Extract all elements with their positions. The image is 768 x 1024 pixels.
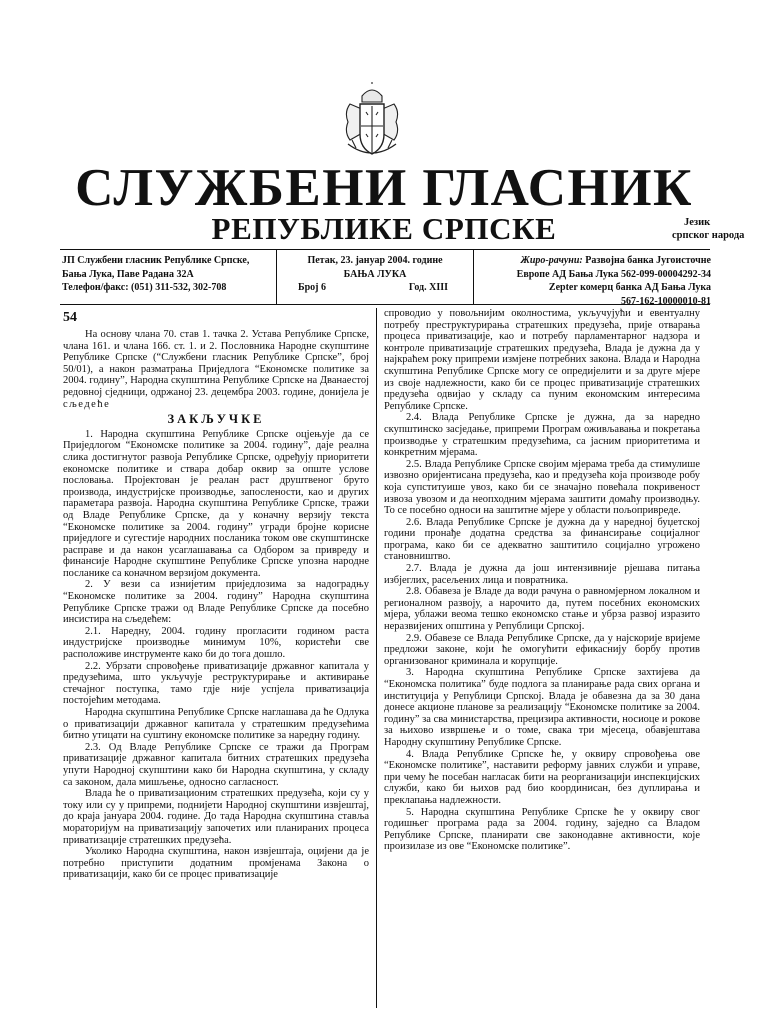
body-paragraph: 2. У вези са изнијетим приједлозима за надоградњу “Економске политике за 2004. годину” Народна скупштина Републике Српске тражи од Владе Републике Српске да посебно инсистира на сљедећем: <box>63 579 369 626</box>
language-note-line1: Језик <box>684 217 711 228</box>
publisher-line: Телефон/факс: (051) 311-532, 302-708 <box>62 282 227 293</box>
issue-block <box>280 254 470 295</box>
left-column <box>63 308 369 881</box>
accounts-label: Жиро-рачуни: <box>520 255 583 266</box>
accounts-line: Zepter комерц банка АД Бања Лука <box>548 282 711 293</box>
body-paragraph: 2.6. Влада Републике Српске је дужна да у наредној буџетској години пронађе додатна средства за финансирање социјалног програма, како би се адекватно заштитило социјално угрожено становништво. <box>384 516 700 563</box>
coat-of-arms-icon <box>340 82 404 164</box>
accounts-block <box>475 254 711 308</box>
body-paragraph: спроводио у повољнијим околностима, укључујући и евентуалну потребу преструктурирања стратешких предузећа, прије отварања процеса приватизације, као и потребу парламентарног надзора и контроле приватизације стратешких предузећа, Влада је дужна да у најкраћем року припреми измјене потребних закона. Влада и Народна скупштина Републике Српске могу се опредијелити и за друге мјере из своје надлежности, како би се процес приватизације стратешких предузећа одвијао у складу са пуним економским интересима Републике Српске. <box>384 308 700 412</box>
body-paragraph: 2.9. Обавезе се Влада Републике Српске, да у најскорије вријеме предложи законе, који ће омогућити ефикаснију борбу против организованог криминала и корупције. <box>384 632 700 667</box>
body-paragraph: 2.3. Од Владе Републике Српске се тражи да Програм приватизације државног капитала битних стратешких предузећа упути Народној скупштини како би Народна скупштина, у складу са законом, дала мишљење, односно сагласност. <box>63 741 369 788</box>
right-column <box>384 308 700 853</box>
accounts-bank: Развојна банка Југоисточне <box>582 255 711 266</box>
body-paragraph: 5. Народна скупштина Републике Српске ће у оквиру свог годишњег програма рада за 2004. годину, заједно са Владом Републике Српске, планирати све законодавне активности, које произилазе из ове “Економске политике”. <box>384 806 700 853</box>
issue-year: Год. XIII <box>408 282 448 293</box>
body-paragraph: 2.8. Обавеза је Владе да води рачуна о равномјерном локалном и регионалном развоју, а нарочито да, путем посебних економских мјера, ублажи веома тешко економско стање и убрза развој изразито неразвијених општина у Републици Српској. <box>384 586 700 633</box>
issue-date: Петак, 23. јануар 2004. године <box>307 255 443 266</box>
preamble-spaced-word: сљедеће <box>63 398 111 410</box>
accounts-line: Европе АД Бања Лука 562-099-00004292-34 <box>516 268 711 280</box>
body-paragraph: 2.5. Влада Републике Српске својим мјерама треба да стимулише извозно оријентисана предузећа, као и предузећа која производе робу која супституише увоз, како би се значајно повећала покривеност извоза увозом и да неопходним мјерама заштити домаћу производњу. То се посебно односи на заштитне мјере у области пољопривреде. <box>384 458 700 517</box>
issue-number-row <box>280 281 470 295</box>
body-paragraph: 3. Народна скупштина Републике Српске захтијева да “Економска политика” буде подлога за планирање рада свих органа и институција у Републици Српској. Влада је обавезна да за 30 дана донесе акционе планове за реализацију “Економске политике за 2004. годину” за сва министарства, прецизира активности, носиоце и рокове за њихово извршење и о томе, свака три мјесеца, обавјештава Народну скупштину Републике Српске. <box>384 667 700 748</box>
decision-title: ЗАКЉУЧКЕ <box>167 412 265 427</box>
preamble-text: На основу члана 70. став 1. тачка 2. Устава Републике Српске, члана 161. и члана 166. ст. 1. и 2. Пословника Народне скупштине Републике Српске (“Службени гласник Републике Српске”, број 50/01), а након разматрања Приједлога “Економске политике за 2004. годину”, Народна скупштина Републике Српске на Дванаестој редовној сједници, одржаној 23. децембра 2003. године, донијела је <box>63 329 369 398</box>
masthead-subtitle: РЕПУБЛИКЕ СРПСКЕ <box>211 211 557 246</box>
body-paragraph: 4. Влада Републике Српске ће, у оквиру спровођења ове “Економске политике”, наставити реформу јавних служби и управе, при чему ће посебан нагласак бити на реорганизацији инспекцијских служби, како би њихов рад био координисан, без дуплирања и преклапања надлежности. <box>384 748 700 806</box>
body-paragraph: Влада ће о приватизационим стратешких предузећа, који су у току или су у припреми, поднијети Народној скупштини извјештај, до краја јануара 2004. године. До тада Народна скупштина ставља мораторијум на приватизацију започетих или планираних процеса приватизације стратешких предузећа. <box>63 788 369 846</box>
body-paragraph: 1. Народна скупштина Републике Српске оцјењује да се Приједлогом “Економске политике за 2004. годину”, даје реална слика достигнутог развоја Републике Српске, одређују приоритети економске политике и ствара добар оквир за опште услове пословања. Пројектован је реалан раст друштвеног бруто производа, индустријске производње, запослености, као и других параметара развоја. Народна скупштина Републике Српске, тражи од Владе Републике Српске, да у коначну верзију текста “Економске политике за 2004. годину” угради бројне кориснe приједлоге и сугестије народних посланика током ове скупштинске расправе и да након усаглашавања са Одбором за привреду и финансије Народне скупштине Републике Српске упозна народне посланике са коначном верзијом документа. <box>63 428 369 579</box>
accounts-line <box>475 254 711 268</box>
preamble <box>63 329 369 410</box>
body-paragraph: Уколико Народна скупштина, након извјештаја, оцијени да је потребно приступити додатним промјенама Закона о приватизацији, како би се процес приватизације <box>63 846 369 881</box>
publisher-block <box>62 254 274 295</box>
issue-city: БАЊА ЛУКА <box>343 268 407 280</box>
document-number: 54 <box>63 310 77 325</box>
left-paragraphs <box>63 429 369 881</box>
language-note <box>672 216 762 242</box>
body-paragraph: Народна скупштина Републике Српске наглашава да ће Одлука о приватизацији државног капитала у стратешким предузећима битно утицати на суштину економске политике за наредну годину. <box>63 707 369 742</box>
publisher-line: Бања Лука, Паве Радана 32А <box>62 268 194 280</box>
accounts-line: 567-162-10000010-81 <box>621 295 711 307</box>
column-divider <box>376 308 377 1008</box>
divider <box>473 250 474 304</box>
body-paragraph: 2.1. Наредну, 2004. годину прогласити годином раста индустријске производње минимум 10%, користећи све расположиве инструменте како би до тога дошло. <box>63 625 369 661</box>
body-paragraph: 2.4. Влада Републике Српске је дужна, да за наредно скупштинско засједање, припреми Програм оживљавања и покретања производње у стратешким предузећима, са јасним приоритетима и конкретним мјерама. <box>384 412 700 459</box>
publisher-line: ЈП Службени гласник Републике Српске, <box>62 255 250 266</box>
body-paragraph: 2.7. Влада је дужна да још интензивније рјешава питања избјеглих, расељених лица и повратника. <box>384 563 700 586</box>
language-note-line2: српског народа <box>672 230 745 241</box>
body-paragraph: 2.2. Убрзати спровођење приватизације државног капитала у предузећима, што укључује реструктурирање и активирање стечајног поступка, тамо гдје није успјела приватизација постојећим методама. <box>63 660 369 707</box>
issue-number: Број 6 <box>298 282 327 293</box>
divider <box>276 250 277 304</box>
issue-info-strip <box>60 249 710 305</box>
masthead-title: СЛУЖБЕНИ ГЛАСНИК <box>75 159 693 217</box>
right-paragraphs <box>384 308 700 853</box>
